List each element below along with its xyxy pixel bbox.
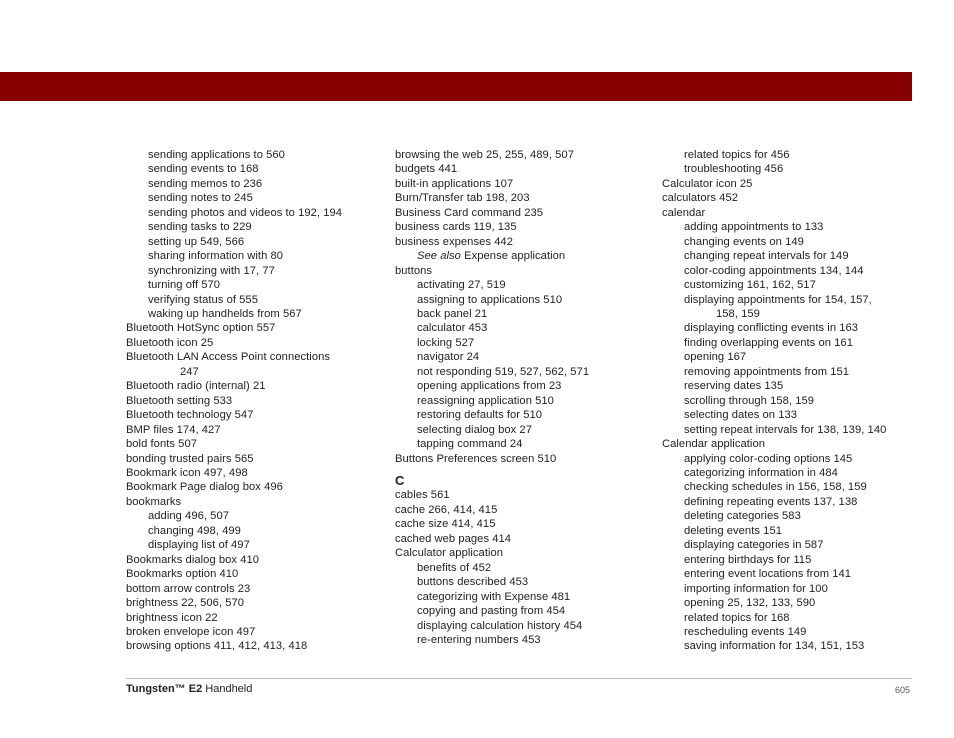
footer-product: Handheld xyxy=(205,683,253,695)
index-entry: Burn/Transfer tab 198, 203 xyxy=(395,192,530,205)
index-section-letter: C xyxy=(395,472,405,488)
index-subentry: importing information for 100 xyxy=(684,582,828,595)
index-subentry: applying color-coding options 145 xyxy=(684,452,853,465)
index-subentry: adding appointments to 133 xyxy=(684,221,824,234)
index-subentry: tapping command 24 xyxy=(417,438,523,451)
index-subentry: selecting dialog box 27 xyxy=(417,423,532,436)
index-column-2 xyxy=(395,148,589,647)
index-entry: cache 266, 414, 415 xyxy=(395,503,498,516)
index-subentry: troubleshooting 456 xyxy=(684,163,784,176)
index-entry: browsing the web 25, 255, 489, 507 xyxy=(395,149,574,161)
index-subentry: turning off 570 xyxy=(148,279,221,292)
index-entry: Bookmarks dialog box 410 xyxy=(126,553,260,566)
index-subentry: selecting dates on 133 xyxy=(684,409,798,422)
index-subentry: benefits of 452 xyxy=(417,561,492,574)
header-banner xyxy=(0,72,912,101)
index-subentry: sending events to 168 xyxy=(148,163,259,176)
index-subentry: defining repeating events 137, 138 xyxy=(684,495,858,508)
index-entry: business cards 119, 135 xyxy=(395,221,517,234)
index-entry: BMP files 174, 427 xyxy=(126,423,221,436)
index-entry: brightness icon 22 xyxy=(126,611,218,624)
index-entry: Bookmarks option 410 xyxy=(126,568,239,581)
index-subentry: rescheduling events 149 xyxy=(684,625,807,638)
index-subentry: changing repeat intervals for 149 xyxy=(684,250,849,263)
index-spacer xyxy=(395,466,589,474)
index-subentry: adding 496, 507 xyxy=(148,510,230,523)
index-entry: Bluetooth technology 547 xyxy=(126,409,254,422)
index-entry: bottom arrow controls 23 xyxy=(126,582,251,595)
index-subentry: restoring defaults for 510 xyxy=(417,409,543,422)
index-column-1 xyxy=(126,148,342,654)
index-subentry: sending memos to 236 xyxy=(148,177,263,190)
index-subentry: See also Expense application xyxy=(417,250,566,263)
index-subentry: customizing 161, 162, 517 xyxy=(684,279,816,292)
index-subentry: not responding 519, 527, 562, 571 xyxy=(417,365,590,378)
index-subentry: waking up handhelds from 567 xyxy=(148,307,302,320)
index-column-3 xyxy=(662,148,886,654)
index-entry: Bookmark Page dialog box 496 xyxy=(126,481,283,494)
index-subentry: entering event locations from 141 xyxy=(684,568,852,581)
index-subentry: removing appointments from 151 xyxy=(684,365,850,378)
index-subentry: checking schedules in 156, 158, 159 xyxy=(684,481,867,494)
index-subentry: buttons described 453 xyxy=(417,576,529,589)
index-entry: built-in applications 107 xyxy=(395,177,514,190)
index-subentry: changing events on 149 xyxy=(684,235,804,248)
index-subentry: opening 25, 132, 133, 590 xyxy=(684,597,816,610)
index-entry: Bookmark icon 497, 498 xyxy=(126,466,248,479)
index-subentry: finding overlapping events on 161 xyxy=(684,336,853,349)
index-entry: buttons xyxy=(395,264,433,277)
index-entry: broken envelope icon 497 xyxy=(126,625,256,638)
index-subentry: verifying status of 555 xyxy=(148,293,258,306)
index-entry: Bluetooth radio (internal) 21 xyxy=(126,380,266,393)
index-entry: bookmarks xyxy=(126,495,182,508)
cross-reference-label: See also xyxy=(417,250,461,263)
index-subentry: displaying calculation history 454 xyxy=(417,619,583,632)
index-entry: cached web pages 414 xyxy=(395,532,512,545)
index-subentry: displaying appointments for 154, 157, xyxy=(684,293,872,306)
index-subentry: categorizing information in 484 xyxy=(684,466,838,479)
index-subentry: 247 xyxy=(180,365,199,378)
index-subentry: related topics for 456 xyxy=(684,149,790,161)
index-subentry: navigator 24 xyxy=(417,351,480,364)
index-entry: bold fonts 507 xyxy=(126,438,197,451)
index-entry: cables 561 xyxy=(395,489,450,502)
index-entry: calculators 452 xyxy=(662,192,738,205)
index-entry: Bluetooth setting 533 xyxy=(126,394,233,407)
index-subentry: re-entering numbers 453 xyxy=(417,634,541,646)
footer-rule xyxy=(126,678,912,679)
index-subentry: entering birthdays for 115 xyxy=(684,553,812,566)
index-subentry: categorizing with Expense 481 xyxy=(417,590,571,603)
index-subentry: 158, 159 xyxy=(716,307,760,320)
index-entry: bonding trusted pairs 565 xyxy=(126,452,254,465)
index-subentry: deleting events 151 xyxy=(684,524,782,537)
index-entry: Calculator application xyxy=(395,547,504,560)
index-subentry: related topics for 168 xyxy=(684,611,790,624)
index-subentry: reassigning application 510 xyxy=(417,394,554,407)
index-entry: Business Card command 235 xyxy=(395,206,544,219)
index-subentry: synchronizing with 17, 77 xyxy=(148,264,275,277)
index-subentry: sending tasks to 229 xyxy=(148,221,252,234)
index-subentry: activating 27, 519 xyxy=(417,279,506,292)
index-entry: budgets 441 xyxy=(395,163,458,176)
index-subentry: setting up 549, 566 xyxy=(148,235,245,248)
footer-brand: Tungsten™ E2 xyxy=(126,683,203,695)
index-entry: browsing options 411, 412, 413, 418 xyxy=(126,640,308,653)
index-subentry: changing 498, 499 xyxy=(148,524,241,537)
index-subentry: assigning to applications 510 xyxy=(417,293,563,306)
index-subentry: sending applications to 560 xyxy=(148,149,285,161)
index-subentry: reserving dates 135 xyxy=(684,380,784,393)
index-subentry: saving information for 134, 151, 153 xyxy=(684,640,865,653)
page-number: 605 xyxy=(895,685,911,695)
index-subentry: displaying conflicting events in 163 xyxy=(684,322,859,335)
index-subentry: color-coding appointments 134, 144 xyxy=(684,264,864,277)
index-entry: Bluetooth HotSync option 557 xyxy=(126,322,276,335)
index-entry: Bluetooth LAN Access Point connections xyxy=(126,351,331,364)
index-subentry: back panel 21 xyxy=(417,307,488,320)
index-subentry: copying and pasting from 454 xyxy=(417,605,566,618)
index-entry: Buttons Preferences screen 510 xyxy=(395,452,557,465)
index-subentry: displaying list of 497 xyxy=(148,539,250,552)
index-entry: calendar xyxy=(662,206,706,219)
index-entry: Calculator icon 25 xyxy=(662,177,753,190)
index-subentry: sending notes to 245 xyxy=(148,192,253,205)
index-subentry: deleting categories 583 xyxy=(684,510,801,523)
index-subentry: opening applications from 23 xyxy=(417,380,562,393)
index-entry: cache size 414, 415 xyxy=(395,518,496,531)
index-subentry: calculator 453 xyxy=(417,322,488,335)
index-subentry: opening 167 xyxy=(684,351,747,364)
index-entry: Bluetooth icon 25 xyxy=(126,336,214,349)
index-entry: business expenses 442 xyxy=(395,235,513,248)
index-subentry: setting repeat intervals for 138, 139, 140 xyxy=(684,423,887,436)
index-entry: Calendar application xyxy=(662,438,765,451)
index-subentry: sending photos and videos to 192, 194 xyxy=(148,206,343,219)
index-entry: brightness 22, 506, 570 xyxy=(126,597,245,610)
index-subentry: scrolling through 158, 159 xyxy=(684,394,815,407)
index-subentry: displaying categories in 587 xyxy=(684,539,824,552)
footer-title xyxy=(126,683,252,695)
index-subentry: sharing information with 80 xyxy=(148,250,284,263)
index-subentry: locking 527 xyxy=(417,336,475,349)
